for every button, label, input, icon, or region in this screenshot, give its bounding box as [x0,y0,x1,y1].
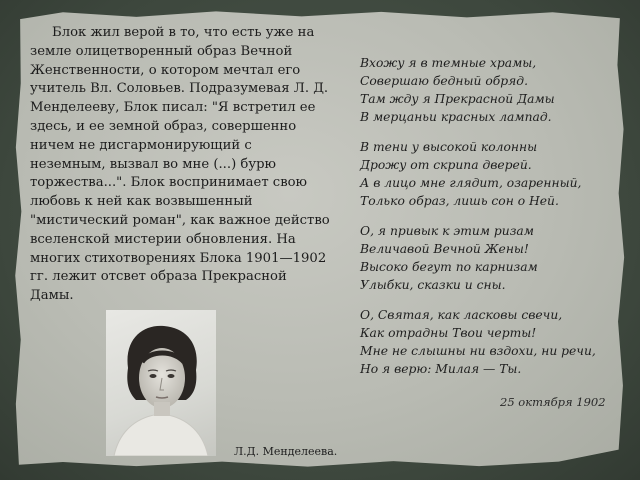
poem-line: Вхожу я в темные храмы, [360,56,537,70]
poem-line: В мерцаньи красных лампад. [360,110,552,124]
intro-paragraph: Блок жил верой в то, что есть уже на земле олицетворенный образ Вечной Женственности, о котором мечтал его учитель Вл. Соловьев. Подразумевая Л. Д. Менделееву, Блок писал: "Я встретил ее здесь, и ее земной образ, совершенно ничем не дисгармонирующий с неземным, вызвал во мне (...) бурю торжества...". Блок воспринимает свою любовь к ней как возвышенный "мистический роман", как важное действо вселенской мистерии обновления. На многих стихотворениях Блока 1901—1902 гг. лежит отсвет образа Прекрасной Дамы. [30,25,330,304]
poem-line: Там жду я Прекрасной Дамы [360,92,555,106]
poem-line: В тени у высокой колонны [360,140,538,154]
poem-line: Совершаю бедный обряд. [360,74,528,88]
poem-stanza [360,306,620,378]
poem-line: О, Святая, как ласковы свечи, [360,308,563,322]
poem-line: Величавой Вечной Жены! [360,242,529,256]
poem-line: Высоко бегут по карнизам [360,260,538,274]
poem-line: Улыбки, сказки и сны. [360,278,506,292]
poem-line: Мне не слышны ни вздохи, ни речи, [360,344,596,358]
portrait-figure [106,310,216,456]
poem-line: Но я верю: Милая — Ты. [360,362,522,376]
poem-line: Дрожу от скрипа дверей. [360,158,532,172]
poem-line: А в лицо мне глядит, озаренный, [360,176,582,190]
poem-date: 25 октября 1902 [500,395,606,409]
poem-stanza [360,54,620,126]
poem-line: О, я привык к этим ризам [360,224,534,238]
photo-caption: Л.Д. Менделеева. [234,445,338,458]
portrait-photo [106,310,216,456]
poem-stanza [360,138,620,210]
poem [360,54,620,390]
poem-line: Только образ, лишь сон о Ней. [360,194,559,208]
poem-line: Как отрадны Твои черты! [360,326,537,340]
poem-stanza [360,222,620,294]
